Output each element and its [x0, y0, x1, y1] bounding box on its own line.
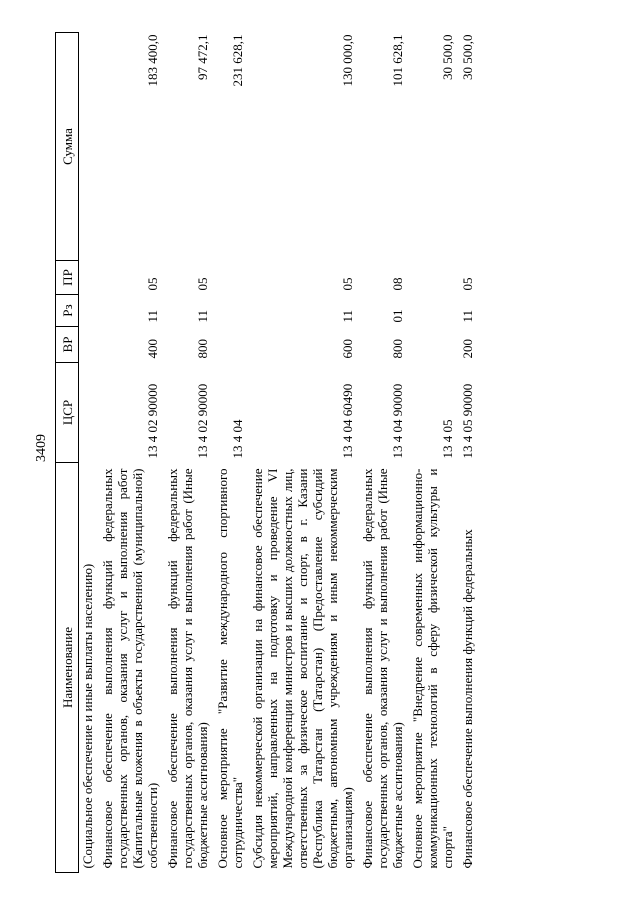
cell-pr: 05	[340, 277, 355, 291]
header-sum: Сумма	[56, 33, 79, 261]
cell-pr	[408, 261, 458, 295]
cell-csr: 13 4 04	[230, 419, 245, 459]
budget-table	[55, 32, 478, 873]
cell-vr	[79, 327, 99, 363]
cell-rz	[408, 295, 458, 327]
table-row	[358, 33, 408, 873]
table-row	[213, 33, 248, 873]
cell-rz: 01	[390, 309, 405, 323]
cell-name: Субсидия некоммерческой организации на финансовое обеспечение мероприятий, направленных на подготовку и проведение VI Международной конференции министров и высших должностных лиц, ответственных за физическое воспитание и спорт, в г. Казани (Республика Татарстан (Татарстан) (Предоставление субсидий бюджетным, автономным учреждениям и иным некоммерческим организациям)	[250, 468, 355, 869]
cell-vr: 800	[390, 339, 405, 359]
header-pr: ПР	[56, 261, 79, 295]
cell-sum: 101 628,1	[390, 34, 405, 87]
table-row	[248, 33, 358, 873]
cell-csr: 13 4 04 60490	[340, 383, 355, 459]
header-rz: Рз	[56, 295, 79, 327]
cell-sum: 97 472,1	[195, 34, 210, 80]
cell-pr: 05	[460, 277, 475, 291]
cell-sum: 130 000,0	[340, 34, 355, 87]
cell-rz: 11	[145, 309, 160, 323]
cell-name: Финансовое обеспечение выполнения функций федеральных государственных органов, оказания услуг и выполнения работ (Иные бюджетные ассигнования)	[165, 468, 210, 869]
cell-rz: 11	[460, 309, 475, 323]
table-row	[458, 33, 478, 873]
page-number: 3409	[34, 434, 49, 462]
cell-name: Основное мероприятие "Внедрение современных информационно-коммуникационных технологий в сферу физической культуры и спорта"	[410, 468, 455, 869]
cell-csr: 13 4 02 90000	[145, 383, 160, 459]
header-vr: ВР	[56, 327, 79, 363]
cell-vr: 600	[340, 339, 355, 359]
cell-csr	[79, 363, 99, 463]
cell-sum: 30 500,0	[460, 34, 475, 80]
cell-rz: 11	[340, 309, 355, 323]
table-row	[79, 33, 99, 873]
cell-rz	[213, 295, 248, 327]
cell-csr: 13 4 05 90000	[460, 383, 475, 459]
cell-name: Финансовое обеспечение выполнения функций федеральных	[460, 529, 475, 869]
cell-vr: 200	[460, 339, 475, 359]
cell-pr: 05	[195, 277, 210, 291]
cell-csr: 13 4 02 90000	[195, 383, 210, 459]
cell-vr: 400	[145, 339, 160, 359]
cell-sum	[79, 33, 99, 261]
cell-name: Финансовое обеспечение выполнения функций федеральных государственных органов, оказания услуг и выполнения работ (Капитальные вложения в объекты государственной (муниципальной) собственности)	[100, 468, 160, 869]
cell-csr: 13 4 05	[440, 419, 455, 459]
cell-sum: 30 500,0	[440, 34, 455, 80]
cell-name: (Социальное обеспечение и иные выплаты населению)	[80, 563, 95, 869]
cell-sum: 231 628,1	[230, 34, 245, 87]
cell-vr	[408, 327, 458, 363]
cell-vr: 800	[195, 339, 210, 359]
cell-pr: 05	[145, 277, 160, 291]
cell-pr	[213, 261, 248, 295]
table-row	[98, 33, 163, 873]
cell-pr	[79, 261, 99, 295]
table-row	[408, 33, 458, 873]
cell-name: Финансовое обеспечение выполнения функций федеральных государственных органов, оказания услуг и выполнения работ (Иные бюджетные ассигнования)	[360, 468, 405, 869]
header-csr: ЦСР	[56, 363, 79, 463]
cell-sum: 183 400,0	[145, 34, 160, 87]
cell-rz	[79, 295, 99, 327]
cell-name: Основное мероприятие "Развитие международного спортивного сотрудничества"	[215, 468, 245, 869]
table-row	[163, 33, 213, 873]
cell-rz: 11	[195, 309, 210, 323]
header-name: Наименование	[56, 463, 79, 873]
cell-vr	[213, 327, 248, 363]
cell-pr: 08	[390, 277, 405, 291]
table-header-row	[56, 33, 79, 873]
cell-csr: 13 4 04 90000	[390, 383, 405, 459]
